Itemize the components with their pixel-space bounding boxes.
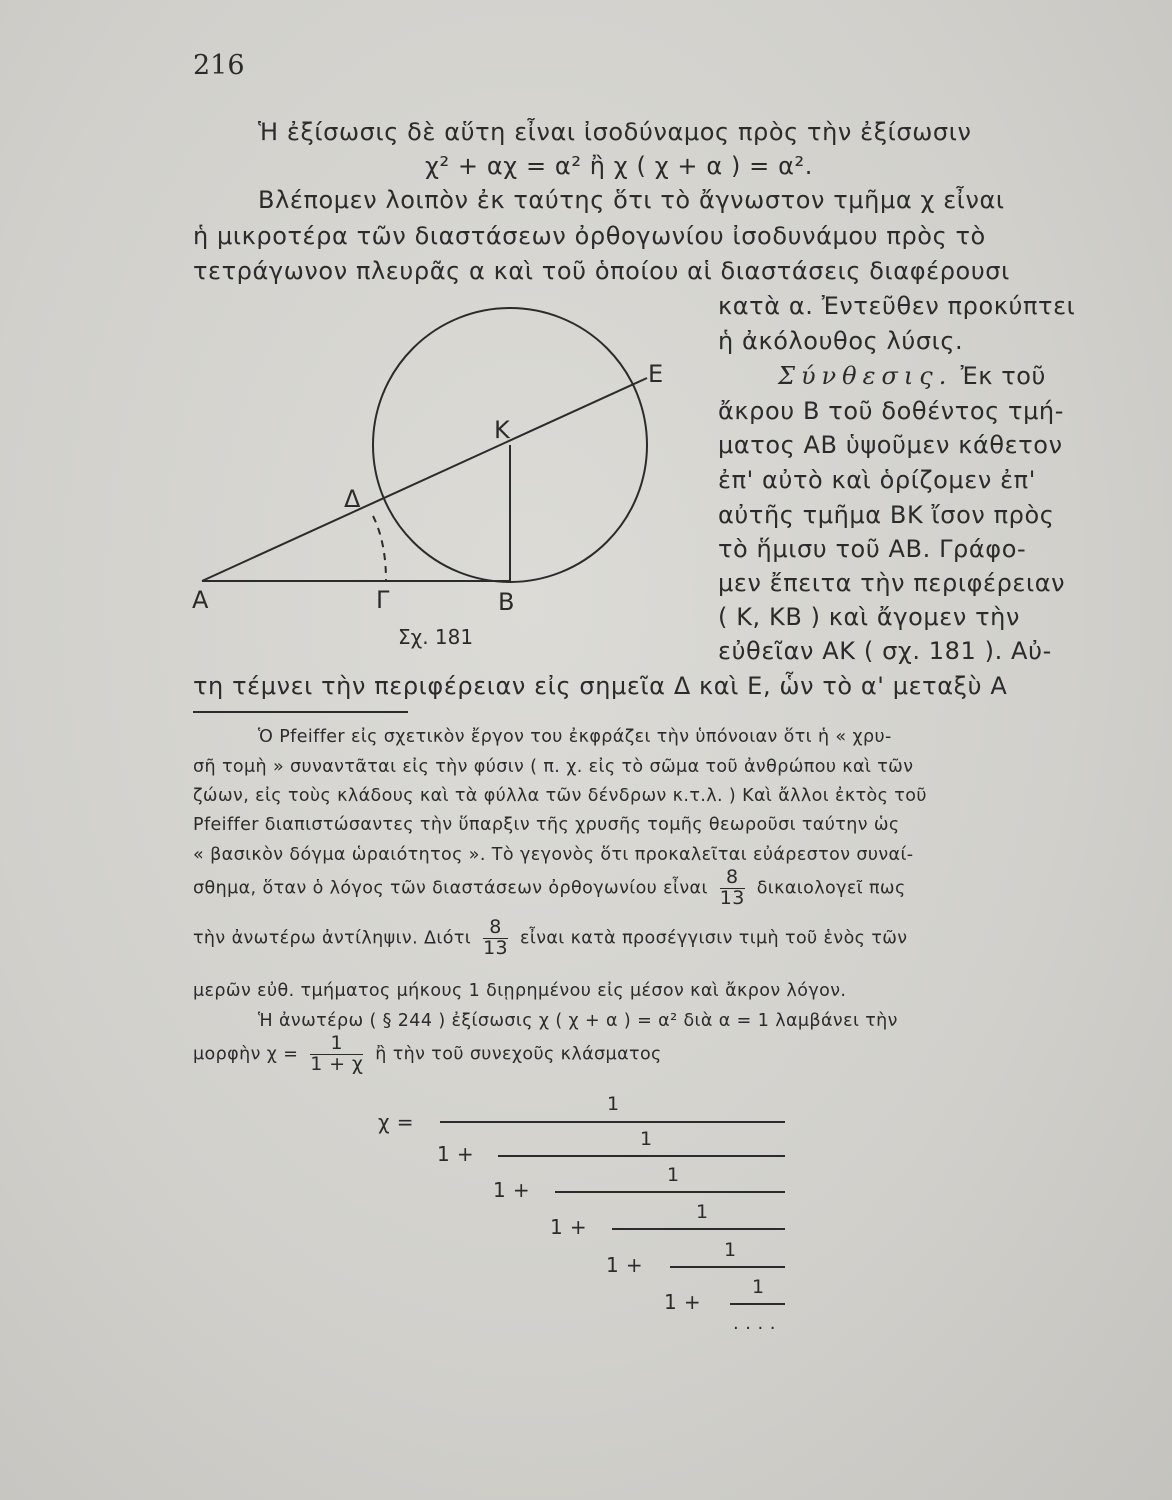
cf-bar-5 (670, 1266, 785, 1268)
cf-num-1: 1 (607, 1093, 620, 1115)
footnote-line-3: ζώων, εἰς τοὺς κλάδους καὶ τὰ φύλλα τῶν δένδρων κ.τ.λ. ) Καὶ ἄλλοι ἐκτὸς τοῦ (193, 786, 927, 806)
fraction-8-13-b (483, 918, 508, 959)
cf-num-4: 1 (696, 1201, 709, 1223)
cf-level-5-prefix: 1 + (606, 1253, 644, 1277)
page-number: 216 (193, 50, 245, 81)
footnote-line-7 (193, 918, 907, 959)
figure-caption: Σχ. 181 (398, 625, 474, 649)
cf-num-6: 1 (752, 1276, 765, 1298)
cf-bar-4 (612, 1228, 785, 1230)
fraction-denominator: 13 (719, 886, 745, 909)
fraction-8-13-a (720, 868, 745, 909)
fraction-numerator: 1 (330, 1032, 344, 1054)
fraction-numerator: 8 (725, 866, 739, 888)
cf-bar-6 (730, 1303, 785, 1305)
footnote-line-2: σῆ τομὴ » συναντᾶται εἰς τὴν φύσιν ( π. χ. εἰς τὸ σῶμα τοῦ ἀνθρώπου καὶ τῶν (193, 757, 914, 777)
cf-bar-3 (555, 1191, 785, 1193)
text-line-8 (778, 362, 1046, 390)
footnote-line-7-start: τὴν ἀνωτέρω ἀντίληψιν. Διότι (193, 928, 472, 949)
text-line-10: ματος ΑΒ ὑψοῦμεν κάθετον (718, 431, 1063, 459)
text-line-4: ἡ μικροτέρα τῶν διαστάσεων ὀρθογωνίου ἰσοδυνάμου πρὸς τὸ (193, 222, 986, 250)
fraction-denominator: 13 (483, 936, 509, 959)
cf-level-6-prefix: 1 + (664, 1290, 702, 1314)
cf-num-2: 1 (640, 1128, 653, 1150)
footnote-line-6-start: σθημα, ὅταν ὁ λόγος τῶν διαστάσεων ὀρθογωνίου εἶναι (193, 878, 708, 899)
fraction-denominator: 1 + χ (310, 1052, 364, 1075)
text-line-12: αὐτῆς τμῆμα ΒΚ ἴσον πρὸς (718, 501, 1055, 529)
text-line-8-rest: Ἐκ τοῦ (960, 362, 1047, 390)
label-g: Γ (376, 586, 390, 614)
text-line-17: τη τέμνει τὴν περιφέρειαν εἰς σημεῖα Δ καὶ Ε, ὧν τὸ α' μεταξὺ Α (193, 672, 1008, 700)
text-line-14: μεν ἔπειτα τὴν περιφέρειαν (718, 569, 1066, 597)
cf-level-3-prefix: 1 + (493, 1178, 531, 1202)
footnote-line-8: μερῶν εὐθ. τμήματος μήκους 1 διῃρημένου εἰς μέσον καὶ ἄκρον λόγον. (193, 981, 847, 1001)
label-e: Ε (648, 360, 664, 388)
text-line-11: ἐπ' αὐτὸ καὶ ὁρίζομεν ἐπ' (718, 466, 1036, 494)
cf-bar-2 (498, 1155, 785, 1157)
label-d: Δ (344, 485, 361, 513)
secant-line-ae (202, 378, 647, 581)
cf-num-5: 1 (724, 1239, 737, 1261)
footnote-line-7-end: εἶναι κατὰ προσέγγισιν τιμὴ τοῦ ἑνὸς τῶν (520, 928, 908, 949)
label-b: Β (498, 588, 515, 616)
synthesis-title: Σύνθεσις. (778, 362, 953, 390)
footnote-line-1: Ὁ Pfeiffer εἰς σχετικὸν ἔργον του ἐκφράζει τὴν ὑπόνοιαν ὅτι ἡ « χρυ- (258, 727, 892, 747)
footnote-line-4: Pfeiffer διαπιστώσαντες τὴν ὕπαρξιν τῆς χρυσῆς τομῆς θεωροῦσι ταύτην ὡς (193, 815, 900, 835)
text-line-9: ἄκρου Β τοῦ δοθέντος τμή- (718, 397, 1065, 425)
cf-level-2-prefix: 1 + (437, 1142, 475, 1166)
label-k: Κ (494, 416, 510, 444)
equation-line: χ² + αχ = α² ἢ χ ( χ + α ) = α². (425, 152, 813, 180)
cf-ellipsis: · · · · (733, 1318, 776, 1339)
cf-num-3: 1 (667, 1164, 680, 1186)
figure-181 (180, 290, 700, 660)
cf-lhs: χ = (378, 1110, 414, 1134)
text-line-7: ἡ ἀκόλουθος λύσις. (718, 327, 964, 355)
cf-level-4-prefix: 1 + (550, 1215, 588, 1239)
text-line-16: εὐθεῖαν ΑΚ ( σχ. 181 ). Αὐ- (718, 637, 1052, 665)
footnote-line-10-start: μορφὴν χ = (193, 1044, 299, 1065)
text-line-3: Βλέπομεν λοιπὸν ἐκ ταύτης ὅτι τὸ ἄγνωστον τμῆμα χ εἶναι (258, 186, 1005, 214)
footnote-line-5: « βασικὸν δόγμα ὡραιότητος ». Τὸ γεγονὸς ὅτι προκαλεῖται εὐάρεστον συναί- (193, 845, 914, 865)
footnote-line-10-end: ἢ τὴν τοῦ συνεχοῦς κλάσματος (375, 1044, 662, 1065)
footnote-line-10 (193, 1034, 662, 1075)
text-line-6: κατὰ α. Ἐντεῦθεν προκύπτει (718, 292, 1076, 320)
fraction-1-over-1-plus-x (310, 1034, 363, 1075)
footnote-line-6-end: δικαιολογεῖ πως (756, 878, 906, 899)
dashed-arc-dg (373, 516, 386, 581)
text-line-5: τετράγωνον πλευρᾶς α καὶ τοῦ ὁποίου αἱ διαστάσεις διαφέρουσι (193, 257, 1010, 285)
text-line-15: ( Κ, ΚΒ ) καὶ ἄγομεν τὴν (718, 603, 1020, 631)
text-line-1: Ἡ ἐξίσωσις δὲ αὕτη εἶναι ἰσοδύναμος πρὸς τὴν ἐξίσωσιν (258, 118, 972, 146)
label-a: Α (192, 586, 209, 614)
footnote-line-9: Ἡ ἀνωτέρω ( § 244 ) ἐξίσωσις χ ( χ + α ) = α² διὰ α = 1 λαμβάνει τὴν (258, 1011, 898, 1031)
footnote-rule (193, 711, 408, 713)
cf-bar-1 (440, 1121, 785, 1123)
fraction-numerator: 8 (489, 916, 502, 938)
text-line-13: τὸ ἥμισυ τοῦ ΑΒ. Γράφο- (718, 535, 1027, 563)
footnote-line-6 (193, 868, 906, 909)
